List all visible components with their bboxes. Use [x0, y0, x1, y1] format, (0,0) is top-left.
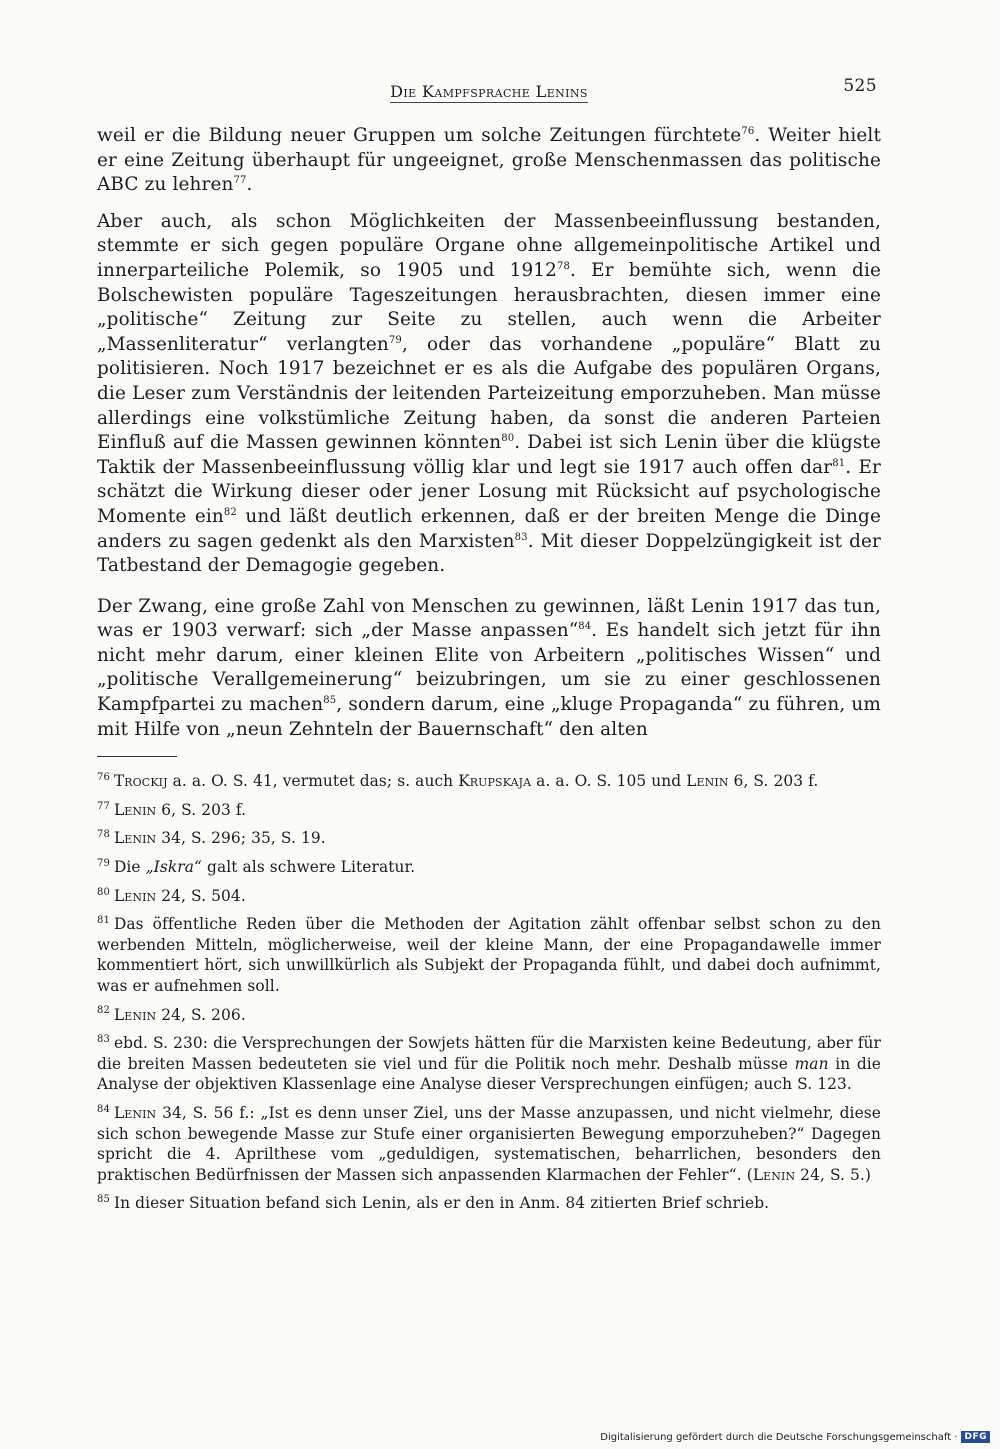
footnote: [97, 771, 881, 792]
footnote: [97, 914, 881, 996]
text-run: 24, S. 206.: [156, 1005, 246, 1024]
footnote: [97, 857, 881, 878]
footnote-number: 77: [97, 800, 110, 812]
text-run: , oder das vorhandene „populäre“ Blatt zu politisieren. Noch 1917 bezeichnet er es als die Aufgabe des populären Organs, die Leser zum Verständnis der leitenden Parteizeitung emporzuheben. Man müsse allerdings eine volkstümliche Zeitung haben, da sonst die anderen Parteien Einfluß auf die Massen gewinnen könnten: [97, 333, 881, 454]
author-name: Lenin: [113, 1005, 157, 1024]
author-name: Lenin: [686, 772, 729, 791]
footnote: [97, 886, 881, 907]
text-run: 24, S. 504.: [156, 886, 246, 905]
text-run: Das öffentliche Reden über die Methoden der Agitation zählt offenbar selbst schon zu den werbenden Mitteln, möglicherweise, weil der kleine Mann, der eine Propagandawelle immer kommentiert hört, sich unwillkürlich als Subjekt der Propaganda fühlt, und dabei doch aufnimmt, was er aufnehmen soll.: [97, 915, 881, 995]
text-run: Aber auch, als schon Möglichkeiten der Massenbeeinflussung bestanden, stemmte er sich gegen populäre Organe ohne allgemeinpolitische Artikel und innerparteiliche Polemik, so 1905 und 1912: [97, 210, 881, 281]
text-run: 6, S. 203 f.: [156, 800, 247, 819]
footnote-number: 80: [97, 886, 110, 898]
paragraph: [97, 124, 881, 198]
text-run: . Mit dieser Doppelzüngigkeit ist der Tatbestand der Demagogie gegeben.: [97, 530, 881, 577]
text-run: 6, S. 203 f.: [728, 772, 819, 791]
footnote-number: 78: [97, 829, 110, 841]
running-header: [97, 72, 881, 102]
paragraph: [97, 595, 881, 743]
footnote-rule: [97, 756, 177, 757]
text-run: , sondern darum, eine „kluge Propaganda“ zu führen, um mit Hilfe von „neun Zehnteln der Bauernschaft“ den alten: [97, 694, 881, 740]
running-title: Die Kampfsprache Lenins: [390, 72, 588, 103]
text-run: Der Zwang, eine große Zahl von Menschen zu gewinnen, läßt Lenin 1917 das tun, was er 1903 verwarf: sich „der Masse anpassen“: [97, 595, 881, 642]
text-run: in die Analyse der objektiven Klassenlage eine Analyse dieser Versprechungen einfügen; auch S. 123.: [97, 1054, 881, 1094]
page: [97, 72, 881, 1222]
footnote-ref: 77: [233, 175, 247, 187]
text-run: . Er bemühte sich, wenn die Bolschewisten populäre Tageszeitungen herausbrachten, diesen immer eine „politische“ Zeitung zur Seite zu stellen, auch wenn die Arbeiter „Massenliteratur“ verlangten: [97, 259, 882, 355]
text-run: Die: [113, 858, 146, 877]
footnote-ref: 76: [741, 125, 755, 137]
author-name: Lenin: [113, 1103, 157, 1122]
author-name: Lenin: [113, 800, 157, 819]
footnote-ref: 83: [514, 531, 528, 543]
footnotes: [97, 771, 881, 1214]
footnote-number: 76: [97, 772, 110, 784]
footnote-ref: 78: [557, 260, 571, 272]
footnote: [97, 800, 881, 821]
text-run: . Weiter hielt er eine Zeitung überhaupt für ungeeignet, große Menschenmassen das politische ABC zu lehren: [97, 125, 881, 196]
footnote: [97, 828, 881, 849]
text-run: In dieser Situation befand sich Lenin, als er den in Anm. 84 zitierten Brief schrieb.: [113, 1194, 770, 1213]
italic-run: man: [794, 1054, 829, 1073]
footnote-number: 79: [97, 857, 110, 869]
footnote-number: 83: [97, 1034, 110, 1046]
footnote-number: 84: [97, 1103, 110, 1115]
text-run: 34, S. 296; 35, S. 19.: [156, 829, 326, 848]
author-name: Trockij: [113, 772, 168, 791]
text-run: weil er die Bildung neuer Gruppen um solche Zeitungen fürchtete: [97, 125, 742, 146]
text-run: galt als schwere Literatur.: [202, 858, 416, 877]
author-name: Lenin: [113, 829, 157, 848]
text-run: und läßt deutlich erkennen, daß er der breiten Menge die Dinge anders zu sagen gedenkt als den Marxisten: [97, 505, 881, 552]
author-name: Lenin: [752, 1165, 796, 1184]
text-run: . Dabei ist sich Lenin über die klügste Taktik der Massenbeeinflussung völlig klar und legt sie 1917 auch offen dar: [97, 432, 881, 478]
footnote-ref: 81: [832, 457, 846, 469]
text-run: . Er schätzt die Wirkung dieser oder jener Losung mit Rücksicht auf psychologische Momente ein: [97, 456, 881, 527]
body-text: [97, 124, 881, 742]
text-run: . Es handelt sich jetzt für ihn nicht mehr darum, einer kleinen Elite von Arbeitern „politisches Wissen“ und „politische Verallgemeinerung“ beizubringen, um sie zu einer geschlossenen Kampfpartei zu machen: [97, 620, 881, 716]
footnote-number: 82: [97, 1005, 110, 1017]
text-run: 24, S. 5.): [795, 1165, 872, 1184]
footnote: [97, 1033, 881, 1095]
text-run: a. a. O. S. 41, vermutet das; s. auch: [167, 772, 459, 791]
footnote-ref: 82: [223, 506, 237, 518]
author-name: Lenin: [113, 886, 157, 905]
footnote: [97, 1005, 881, 1026]
text-run: 34, S. 56 f.: „Ist es denn unser Ziel, uns der Masse anzupassen, und nicht vielmehr, diese sich schon bewegende Masse zur Stufe einer organisierten Bewegung emporzuheben?“ Dagegen spricht die 4. Aprilthese vom „geduldigen, systematischen, beharrlichen, besonders den praktischen Bedürfnissen der Massen sich anpassenden Klarmachen der Fehler“. (: [97, 1103, 881, 1184]
footnote: [97, 1193, 881, 1214]
page-number: 525: [843, 76, 877, 96]
footnote-number: 81: [97, 915, 110, 927]
text-run: ebd. S. 230: die Versprechungen der Sowjets hätten für die Marxisten keine Bedeutung, aber für die breiten Massen bedeuteten sie viel und für die Politik noch mehr. Deshalb müsse: [97, 1034, 881, 1073]
footnote-ref: 85: [323, 694, 337, 706]
footnote-ref: 79: [388, 334, 402, 346]
author-name: Krupskaja: [458, 772, 532, 791]
text-run: a. a. O. S. 105 und: [531, 772, 687, 791]
paragraph: [97, 210, 881, 579]
text-run: .: [246, 174, 253, 196]
dfg-logo: DFG: [961, 1431, 990, 1443]
italic-run: „Iskra“: [145, 858, 202, 877]
credit-text: Digitalisierung gefördert durch die Deutsche Forschungsgemeinschaft ·: [600, 1431, 958, 1443]
footnote-number: 85: [97, 1194, 110, 1206]
footnote-ref: 80: [501, 433, 515, 444]
footnote: [97, 1103, 881, 1185]
digitization-credit: [600, 1431, 990, 1443]
footnote-ref: 84: [578, 621, 592, 633]
